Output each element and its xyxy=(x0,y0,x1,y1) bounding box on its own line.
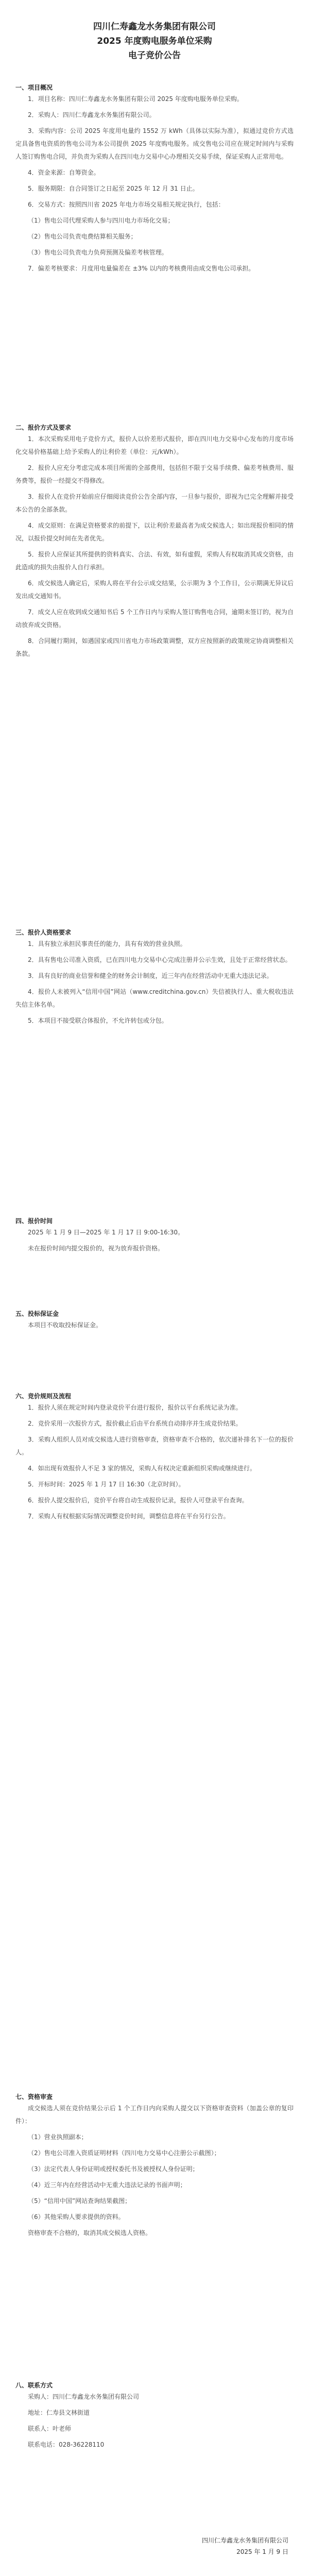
signature-date: 2025 年 1 月 9 日 xyxy=(236,2548,288,2555)
section-heading: 六、竞价规则及流程 xyxy=(15,1393,72,1400)
paragraph: （4）近三年内在经营活动中无重大违法记录的书面声明； xyxy=(28,2181,186,2189)
section-qualification-review xyxy=(15,2092,294,2243)
paragraph: 本项目不收取投标保证金。 xyxy=(28,1321,102,1329)
document-title xyxy=(15,20,294,63)
section-heading: 四、报价时间 xyxy=(15,1217,53,1225)
paragraph: 5．服务期限：自合同签订之日起至 2025 年 12 月 31 日止。 xyxy=(28,185,199,192)
paragraph: （1）售电公司代理采购人参与四川电力市场化交易； xyxy=(28,217,174,224)
paragraph: 6．交易方式：按照四川省 2025 年电力市场交易相关规定执行，包括： xyxy=(28,201,225,208)
section-heading: 三、报价人资格要求 xyxy=(15,929,72,936)
section-heading: 二、报价方式及要求 xyxy=(15,424,72,431)
paragraph: 2025 年 1 月 9 日—2025 年 1 月 17 日 9:00-16:30。 xyxy=(28,1229,184,1236)
paragraph: 4．资金来源：自筹资金。 xyxy=(28,169,100,176)
section-heading: 五、投标保证金 xyxy=(15,1310,59,1317)
paragraph: 2．采购人：四川仁寿鑫龙水务集团有限公司。 xyxy=(28,111,156,118)
paragraph: 4．成交原则：在满足资格要求的前提下，以让利价差最高者为成交候选人；如出现报价相同的情况，以报价提交时间在先者优先。 xyxy=(15,522,294,542)
paragraph: 1．报价人须在规定时间内登录竞价平台进行报价，报价以平台系统记录为准。 xyxy=(28,1404,242,1411)
section-bid-deposit xyxy=(15,1309,294,1335)
paragraph: 3．具有良好的商业信誉和健全的财务会计制度，近三年内在经营活动中无重大违法记录。 xyxy=(28,972,273,979)
paragraph: 5．开标时间：2025 年 1 月 17 日 16:30（北京时间）。 xyxy=(28,1481,185,1488)
signature-block xyxy=(202,2535,288,2557)
paragraph: 3．报价人在竞价开始前应仔细阅读竞价公告全部内容，一旦参与报价，即视为已完全理解并接受本公告的全部条款。 xyxy=(15,493,294,513)
paragraph: 7．成交人应在收到成交通知书后 5 个工作日内与采购人签订购售电合同，逾期未签订的，视为自动放弃成交资格。 xyxy=(15,608,294,629)
paragraph: （2）售电公司准入资质证明材料（四川电力交易中心注册公示截图）； xyxy=(28,2149,220,2157)
section-qualification-requirements xyxy=(15,927,294,1030)
paragraph: 2．具有售电公司准入资质，已在四川电力交易中心完成注册并公示生效，且处于正常经营状态。 xyxy=(28,956,291,963)
title-line-1: 四川仁寿鑫龙水务集团有限公司 xyxy=(93,22,216,32)
paragraph: （6）其他采购人要求提供的资料。 xyxy=(28,2213,125,2221)
paragraph: （2）售电公司负责电费结算相关服务； xyxy=(28,233,137,240)
signature-org: 四川仁寿鑫龙水务集团有限公司 xyxy=(201,2537,288,2544)
title-line-3: 电子竞价公告 xyxy=(128,50,181,61)
contact-line: 联系人：叶老师 xyxy=(28,2425,72,2432)
paragraph: （3）售电公司负责电力负荷预测及偏差考核管理。 xyxy=(28,249,168,256)
section-heading: 七、资格审查 xyxy=(15,2093,53,2100)
paragraph: 未在报价时间内提交报价的，视为放弃报价资格。 xyxy=(28,1245,164,1252)
title-line-2: 2025 年度购电服务单位采购 xyxy=(97,36,212,46)
paragraph: 成交候选人须在竞价结果公示后 1 个工作日内向采购人提交以下资格审查资料（加盖公章的复印件）： xyxy=(15,2105,294,2125)
paragraph: 7．偏差考核要求：月度用电量偏差在 ±3% 以内的考核费用由成交售电公司承担。 xyxy=(28,265,255,272)
section-quotation-requirements xyxy=(15,422,294,664)
section-heading: 八、联系方式 xyxy=(15,2382,53,2389)
paragraph: （1）营业执照副本； xyxy=(28,2133,88,2141)
paragraph: 1．本次采购采用电子竞价方式，报价人以价差形式报价，即在四川电力交易中心发布的月度市场化交易价格基础上给予采购人的让利价差（单位：元/kWh）。 xyxy=(15,435,294,455)
paragraph: 8．合同履行期间，如遇国家或四川省电力市场政策调整，双方应按照新的政策规定协商调整相关条款。 xyxy=(15,637,294,657)
paragraph: （3）法定代表人身份证明或授权委托书及被授权人身份证明； xyxy=(28,2165,199,2173)
paragraph: 5．本项目不接受联合体报价，不允许转包或分包。 xyxy=(28,1017,168,1024)
paragraph: 1．具有独立承担民事责任的能力，具有有效的营业执照。 xyxy=(28,940,186,947)
paragraph: 6．成交候选人确定后，采购人将在平台公示成交结果，公示期为 3 个工作日，公示期满无异议后发出成交通知书。 xyxy=(15,580,294,600)
paragraph: （5）“信用中国”网站查询结果截图； xyxy=(28,2197,131,2205)
section-contact-info xyxy=(15,2380,294,2454)
contact-line: 采购人：四川仁寿鑫龙水务集团有限公司 xyxy=(28,2393,140,2400)
paragraph: 1．项目名称：四川仁寿鑫龙水务集团有限公司 2025 年度购电服务单位采购。 xyxy=(28,95,243,103)
contact-line: 地址：仁寿县文林街道 xyxy=(28,2409,90,2416)
section-quotation-time xyxy=(15,1216,294,1258)
paragraph: 4．报价人未被列入“信用中国”网站（www.creditchina.gov.cn）失信被执行人、重大税收违法失信主体名单。 xyxy=(15,988,294,1008)
paragraph: 7．采购人有权根据实际情况调整竞价时间，调整信息将在平台另行公告。 xyxy=(28,1513,230,1520)
paragraph: 资格审查不合格的，取消其成交候选人资格。 xyxy=(28,2229,152,2236)
section-bidding-rules xyxy=(15,1391,294,1526)
paragraph: 2．报价人应充分考虑完成本项目所需的全部费用，包括但不限于交易手续费、偏差考核费用、服务费等，报价一经提交不得修改。 xyxy=(15,464,294,484)
paragraph: 6．报价人提交报价后，竞价平台将自动生成报价记录，报价人可登录平台查询。 xyxy=(28,1497,248,1504)
section-heading: 一、项目概况 xyxy=(15,84,53,91)
paragraph: 3．采购内容：公司 2025 年度用电量约 1552 万 kWh（具体以实际为准），拟通过竞价方式选定具备售电资质的售电公司为本公司提供 2025 年度购电服务。成交售电公司应在规定时间内与采购人签订购售电合同，并负责为采购人在四川电力交易中心办理相关交易手续，保证采购人正常用电。 xyxy=(15,127,294,160)
paragraph: 4．如出现有效报价人不足 3 家的情况，采购人有权决定重新组织采购或继续进行。 xyxy=(28,1465,256,1472)
contact-line: 联系电话：028-36228110 xyxy=(28,2441,105,2448)
paragraph: 3．采购人组织人员对成交候选人进行资格审查，资格审查不合格的，依次递补排名下一位的报价人。 xyxy=(15,1436,294,1456)
paragraph: 5．报价人应保证其所提供的资料真实、合法、有效，如有虚假，采购人有权取消其成交资格，由此造成的损失由报价人自行承担。 xyxy=(15,551,294,571)
paragraph: 2．竞价采用一次报价方式，报价截止后由平台系统自动排序并生成竞价结果。 xyxy=(28,1420,242,1427)
section-project-overview xyxy=(15,82,294,278)
